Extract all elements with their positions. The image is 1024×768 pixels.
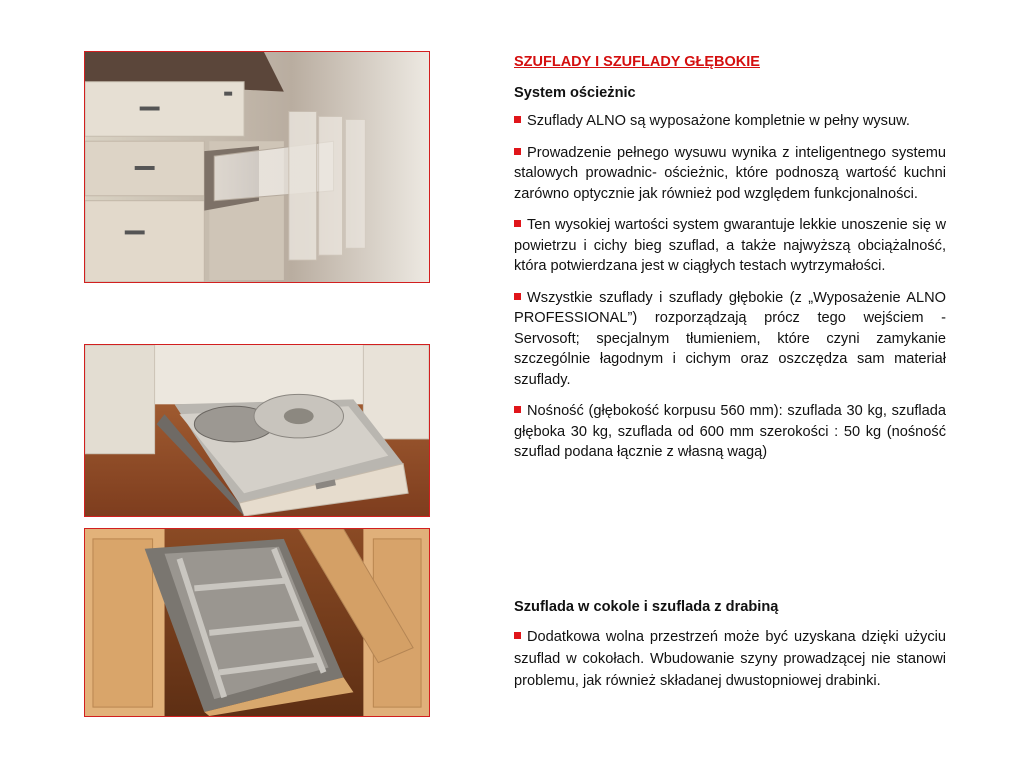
section-2	[514, 596, 946, 703]
photo-plinth-drawer-ladder	[84, 528, 430, 717]
bullet-square-icon	[514, 116, 521, 123]
bullet-paragraph: Ten wysokiej wartości system gwarantuje lekkie unoszenie się w powietrzu i cichy bieg szuflad, a także najwyższą obciążalność, która potwierdzana jest w ciągłych testach wytrzymałości.	[514, 217, 946, 274]
page-heading: SZUFLADY I SZUFLADY GŁĘBOKIE	[514, 54, 760, 70]
bullet-paragraph: Wszystkie szuflady i szuflady głębokie (z „Wyposażenie ALNO PROFESSIONAL”) rozporządzają prócz tego wejściem - Servosoft; specjalnym tłumieniem, które czyni zamykanie szczególnie łagodnym i cichym oraz oszczędza sam materiał szuflady.	[514, 289, 946, 388]
section-1-subtitle: System ościeżnic	[514, 84, 636, 101]
bullet-square-icon	[514, 293, 521, 300]
bullet-square-icon	[514, 632, 521, 639]
bullet-paragraph: Nośność (głębokość korpusu 560 mm): szuflada 30 kg, szuflada głęboka 30 kg, szuflada od 600 mm szerokości : 50 kg (nośność szuflad podana łącznie z własną wagą)	[514, 403, 946, 460]
text-column	[514, 52, 946, 474]
bullet-square-icon	[514, 148, 521, 155]
photo-drawer-system	[84, 51, 430, 283]
photo-deep-drawer	[84, 344, 430, 517]
bullet-square-icon	[514, 220, 521, 227]
section-2-subtitle: Szuflada w cokole i szuflada z drabiną	[514, 599, 779, 615]
bullet-square-icon	[514, 406, 521, 413]
bullet-paragraph: Dodatkowa wolna przestrzeń może być uzyskana dzięki użyciu szuflad w cokołach. Wbudowanie szyny prowadzącej nie stanowi problemu, jak również składanej dwustopniowej drabinki.	[514, 629, 946, 689]
bullet-paragraph: Prowadzenie pełnego wysuwu wynika z inteligentnego systemu stalowych prowadnic- ościeżnic, które podnoszą wartość kuchni zarówno optycznie jak również pod względem funkcjonalności.	[514, 144, 946, 202]
bullet-paragraph: Szuflady ALNO są wyposażone kompletnie w pełny wysuw.	[514, 111, 946, 132]
